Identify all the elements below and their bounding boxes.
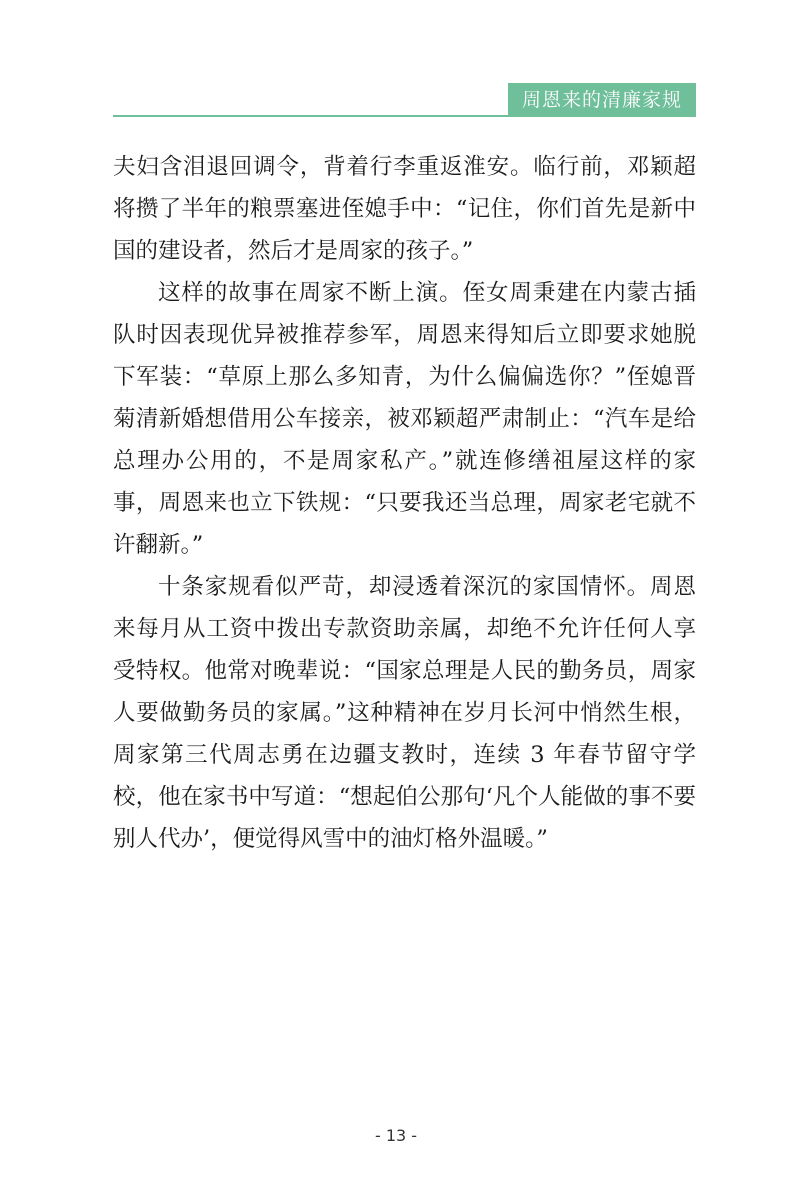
chapter-title-tab: 周恩来的清廉家规 [508,83,696,117]
paragraph-2: 这样的故事在周家不断上演。侄女周秉建在内蒙古插队时因表现优异被推荐参军，周恩来得知后立即要求她脱下军装：“草原上那么多知青，为什么偏偏选你？”侄媳晋菊清新婚想借用公车接亲，被邓颖超严肃制止：“汽车是给总理办公用的，不是周家私产。”就连修缮祖屋这样的家事，周恩来也立下铁规：“只要我还当总理，周家老宅就不许翻新。” [113,280,696,558]
paragraph-3: 十条家规看似严苛，却浸透着深沉的家国情怀。周恩来每月从工资中拨出专款资助亲属，却绝不允许任何人享受特权。他常对晚辈说：“国家总理是人民的勤务员，周家人要做勤务员的家属。”这种精神在岁月长河中悄然生根，周家第三代周志勇在边疆支教时，连续 3 年春节留守学校，他在家书中写道：“想起伯公那句‘凡个人能做的事不要别人代办’，便觉得风雪中的油灯格外温暖。” [113,574,696,852]
page-number: - 13 - [374,1126,418,1145]
paragraph-1: 夫妇含泪退回调令，背着行李重返淮安。临行前，邓颖超将攒了半年的粮票塞进侄媳手中：“记住，你们首先是新中国的建设者，然后才是周家的孩子。” [113,154,696,264]
body-text [113,146,696,860]
